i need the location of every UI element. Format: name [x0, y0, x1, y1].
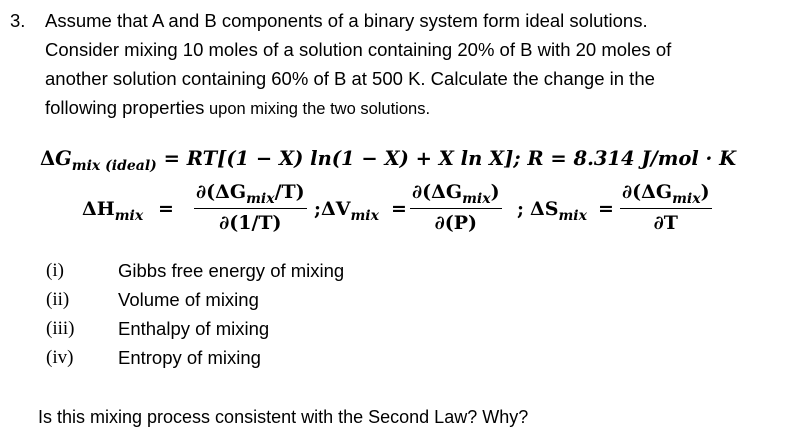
entropy-fraction [620, 180, 712, 235]
enthalpy-denominator: ∂(1/T) [219, 212, 282, 234]
numerator-subscript: mix [246, 191, 275, 207]
derivative-equations [0, 180, 798, 240]
enthalpy-symbol: ΔH [82, 198, 115, 220]
volume-fraction [410, 180, 502, 235]
problem-number: 3. [10, 10, 26, 31]
numerator-part: ) [700, 181, 710, 203]
volume-subscript: mix [350, 208, 379, 224]
enthalpy-numerator [194, 180, 307, 209]
mix-ideal-subscript: mix (ideal) [71, 158, 157, 174]
enthalpy-subscript: mix [114, 208, 144, 224]
problem-line [45, 93, 795, 124]
item-label: Entropy of mixing [118, 347, 261, 368]
volume-symbol: ΔV [321, 198, 351, 220]
problem-line-small: upon mixing the two solutions. [204, 100, 431, 118]
enthalpy-fraction [194, 180, 307, 235]
problem-line: another solution containing 60% of B at 500 K. Calculate the change in the [45, 68, 655, 89]
entropy-numerator [620, 180, 712, 209]
volume-lhs [321, 198, 379, 224]
item-numeral: (i) [46, 260, 64, 281]
g-symbol: G [55, 147, 72, 170]
separator: ; [314, 198, 322, 220]
volume-denominator: ∂(P) [434, 212, 477, 234]
second-law-question: Is this mixing process consistent with the Second Law? Why? [38, 407, 529, 427]
problem-line: Assume that A and B components of a binary system form ideal solutions. [45, 10, 648, 31]
problem-line-large: following properties [45, 97, 205, 118]
volume-numerator [410, 180, 502, 209]
numerator-subscript: mix [462, 191, 491, 207]
delta-symbol: Δ [40, 147, 56, 170]
separator: ; [517, 198, 525, 220]
numerator-subscript: mix [672, 191, 701, 207]
entropy-subscript: mix [558, 208, 587, 224]
item-label: Gibbs free energy of mixing [118, 260, 345, 281]
enthalpy-equals: = [158, 198, 174, 220]
numerator-part: ∂(ΔG [196, 181, 247, 203]
item-numeral: (iii) [46, 318, 75, 339]
item-numeral: (iv) [46, 347, 74, 368]
gibbs-equation [40, 147, 737, 174]
numerator-part: ) [490, 181, 500, 203]
numerator-part: ∂(ΔG [412, 181, 463, 203]
item-label: Volume of mixing [118, 289, 259, 310]
numerator-part: /T) [274, 181, 305, 203]
problem-line: Consider mixing 10 moles of a solution containing 20% of B with 20 moles of [45, 39, 672, 60]
entropy-lhs [530, 198, 587, 224]
item-numeral: (ii) [46, 289, 70, 310]
problem-statement [10, 6, 795, 124]
item-label: Enthalpy of mixing [118, 318, 270, 339]
entropy-denominator: ∂T [653, 212, 678, 234]
gibbs-equation-rhs: = RT[(1 − X) ln(1 − X) + X ln X]; R = 8.314 J/mol · K [156, 147, 737, 170]
enthalpy-lhs [82, 198, 144, 224]
volume-equals: = [391, 198, 407, 220]
entropy-symbol: ΔS [530, 198, 559, 220]
entropy-equals: = [598, 198, 614, 220]
numerator-part: ∂(ΔG [622, 181, 673, 203]
problem-text [45, 6, 795, 124]
